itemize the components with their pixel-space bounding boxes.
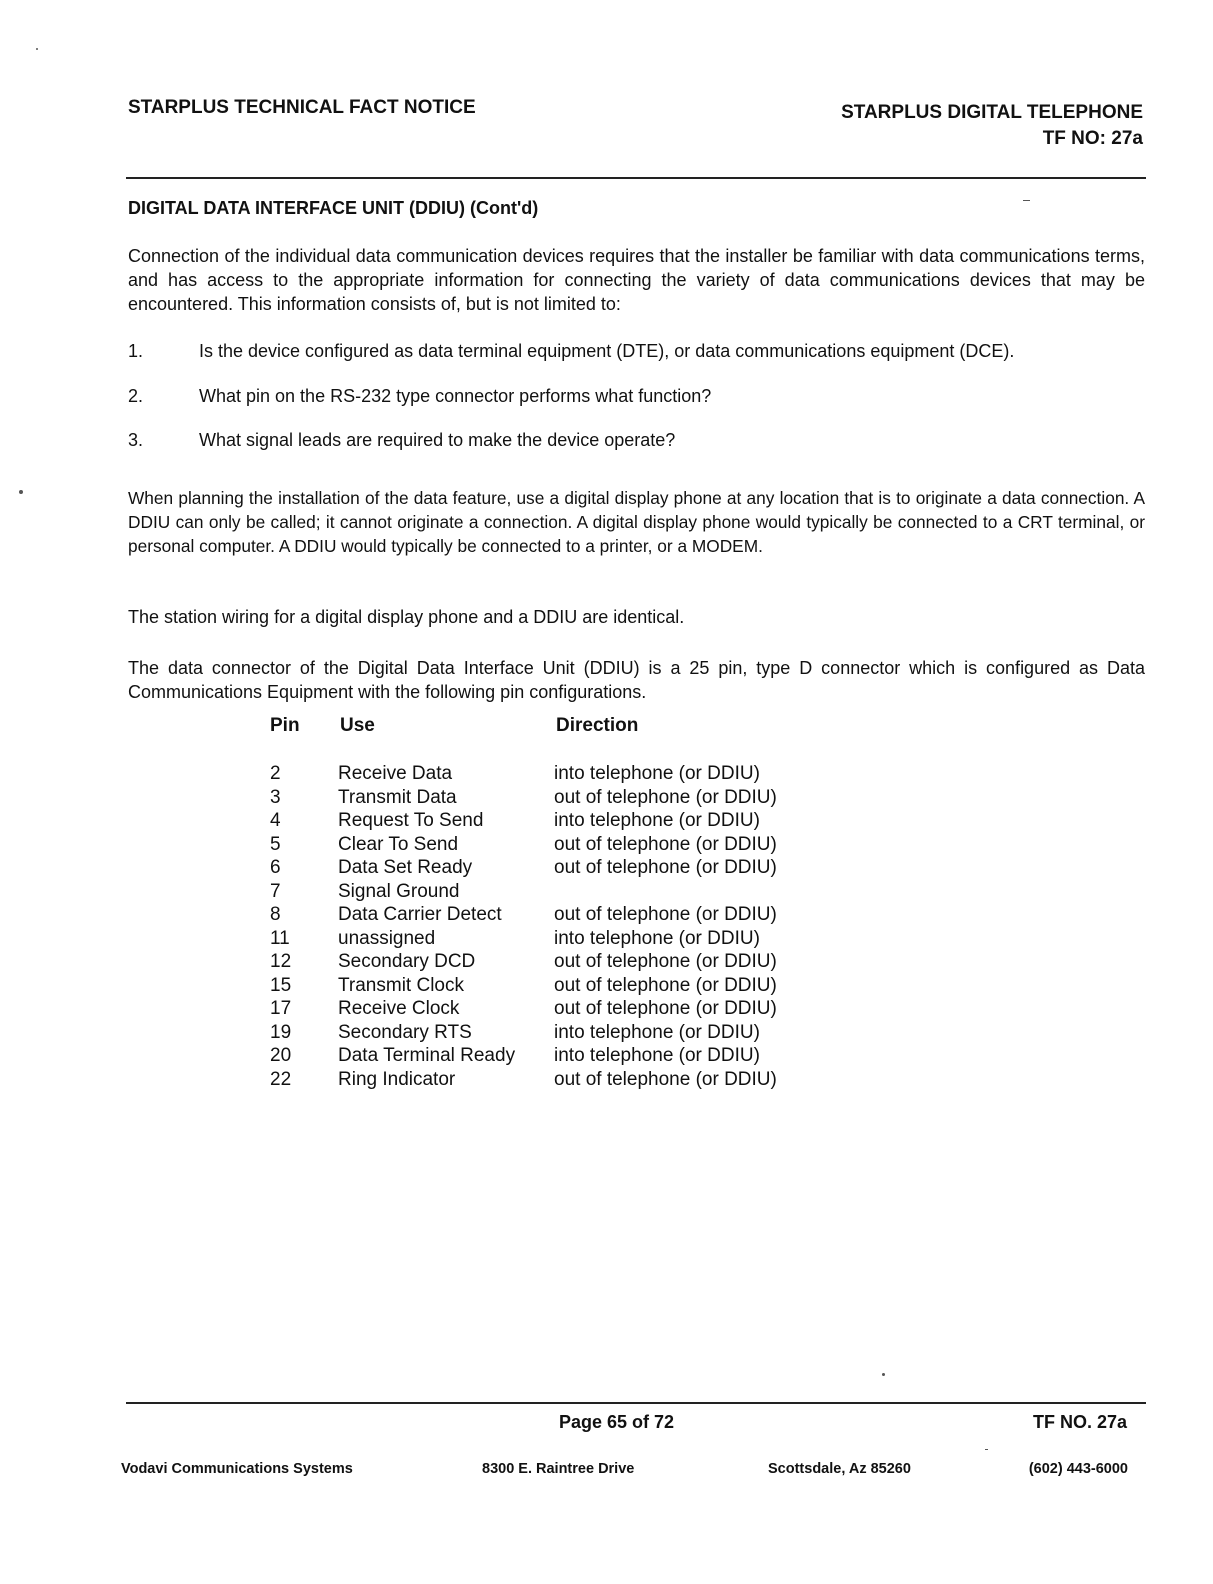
list-item-number: 3. — [128, 430, 144, 450]
pin-cell: 3 — [270, 786, 281, 808]
intro-paragraph: Connection of the individual data communication devices requires that the installer be familiar with data communications terms, and has access to the appropriate information for connecting the variety of data communications devices that may be encountered. This information consists of, but is not limited to: — [128, 246, 1145, 314]
header-right-block — [841, 100, 1143, 152]
footer-city: Scottsdale, Az 85260 — [768, 1461, 911, 1477]
use-cell: Secondary DCD — [338, 951, 476, 972]
direction-cell: out of telephone (or DDIU) — [554, 974, 777, 996]
pin-cell: 7 — [270, 880, 281, 902]
use-cell: Clear To Send — [338, 833, 459, 855]
footer-divider — [126, 1402, 1146, 1404]
pin-cell: 4 — [270, 810, 281, 831]
pin-cell: 19 — [270, 1021, 292, 1043]
footer-company: Vodavi Communications Systems — [121, 1461, 353, 1477]
table-row — [270, 881, 870, 905]
use-cell: Transmit Data — [338, 786, 457, 808]
table-row — [270, 810, 870, 834]
table-row — [270, 975, 870, 999]
direction-cell: out of telephone (or DDIU) — [554, 1068, 777, 1090]
scan-speck — [36, 48, 38, 50]
scan-speck — [19, 490, 23, 494]
direction-cell: into telephone (or DDIU) — [554, 810, 760, 831]
direction-cell: out of telephone (or DDIU) — [554, 786, 777, 808]
header-left-title: STARPLUS TECHNICAL FACT NOTICE — [128, 97, 476, 118]
pin-cell: 15 — [270, 974, 292, 996]
use-cell: Data Set Ready — [338, 857, 473, 878]
table-row — [270, 787, 870, 811]
scan-speck — [882, 1373, 885, 1376]
footer-phone: (602) 443-6000 — [1028, 1461, 1128, 1477]
pin-cell: 11 — [270, 927, 290, 949]
direction-cell: into telephone (or DDIU) — [554, 763, 760, 784]
pin-cell: 8 — [270, 904, 281, 925]
table-row — [270, 857, 870, 881]
pin-cell: 17 — [270, 998, 292, 1019]
table-row — [270, 1022, 870, 1046]
scan-speck — [985, 1449, 988, 1450]
page-number: Page 65 of 72 — [559, 1412, 675, 1432]
scan-speck — [1023, 200, 1030, 201]
pin-cell: 5 — [270, 833, 281, 855]
wiring-paragraph: The station wiring for a digital display phone and a DDIU are identical. — [128, 607, 685, 627]
pin-cell: 6 — [270, 857, 281, 878]
pin-header: Pin — [270, 715, 300, 736]
list-item-number: 2. — [128, 386, 144, 406]
use-cell: Receive Clock — [338, 998, 460, 1019]
header-divider — [126, 177, 1146, 179]
pin-cell: 2 — [270, 763, 281, 784]
pin-cell: 20 — [270, 1045, 292, 1066]
footer-street: 8300 E. Raintree Drive — [482, 1461, 635, 1477]
planning-paragraph: When planning the installation of the data feature, use a digital display phone at any location that is to originate a data connection. A DDIU can only be called; it cannot originate a connection. A digital display phone would typically be connected to a CRT terminal, or personal computer. A DDIU would typically be connected to a printer, or a MODEM. — [128, 488, 1145, 556]
table-row — [270, 763, 870, 787]
list-item-text: What signal leads are required to make the device operate? — [199, 430, 676, 450]
direction-cell: out of telephone (or DDIU) — [554, 857, 777, 878]
pin-cell: 22 — [270, 1068, 292, 1090]
use-cell: Secondary RTS — [338, 1021, 472, 1043]
list-item-number: 1. — [128, 341, 144, 361]
use-cell: Ring Indicator — [338, 1068, 456, 1090]
use-cell: Signal Ground — [338, 880, 460, 902]
use-header: Use — [340, 715, 375, 736]
direction-header: Direction — [556, 715, 639, 736]
use-cell: Data Terminal Ready — [338, 1045, 516, 1066]
direction-cell: into telephone (or DDIU) — [554, 1021, 760, 1043]
table-row — [270, 998, 870, 1022]
direction-cell: out of telephone (or DDIU) — [554, 904, 777, 925]
direction-cell: out of telephone (or DDIU) — [554, 833, 777, 855]
direction-cell: out of telephone (or DDIU) — [554, 951, 777, 972]
table-row — [270, 834, 870, 858]
list-item-text: Is the device configured as data terminal equipment (DTE), or data communications equipment (DCE). — [199, 341, 1015, 361]
use-cell: Request To Send — [338, 810, 484, 831]
pin-cell: 12 — [270, 951, 292, 972]
header-right-title: STARPLUS DIGITAL TELEPHONE — [841, 102, 1143, 123]
table-row — [270, 904, 870, 928]
table-row — [270, 951, 870, 975]
list-item-text: What pin on the RS-232 type connector performs what function? — [199, 386, 712, 406]
table-row — [270, 1069, 870, 1093]
table-row — [270, 1045, 870, 1069]
direction-cell: into telephone (or DDIU) — [554, 927, 760, 949]
use-cell: Transmit Clock — [338, 974, 464, 996]
section-title: DIGITAL DATA INTERFACE UNIT (DDIU) (Cont'd) — [128, 198, 539, 218]
header-tf-number: TF NO: 27a — [1042, 128, 1143, 149]
table-row — [270, 928, 870, 952]
footer-tf-number: TF NO. 27a — [1032, 1412, 1127, 1432]
connector-paragraph: The data connector of the Digital Data Interface Unit (DDIU) is a 25 pin, type D connector which is configured as Data Communications Equipment with the following pin configurations. — [128, 658, 1145, 702]
use-cell: Data Carrier Detect — [338, 904, 502, 925]
direction-cell: out of telephone (or DDIU) — [554, 998, 777, 1019]
direction-cell: into telephone (or DDIU) — [554, 1045, 760, 1066]
use-cell: unassigned — [338, 927, 436, 949]
use-cell: Receive Data — [338, 763, 453, 784]
